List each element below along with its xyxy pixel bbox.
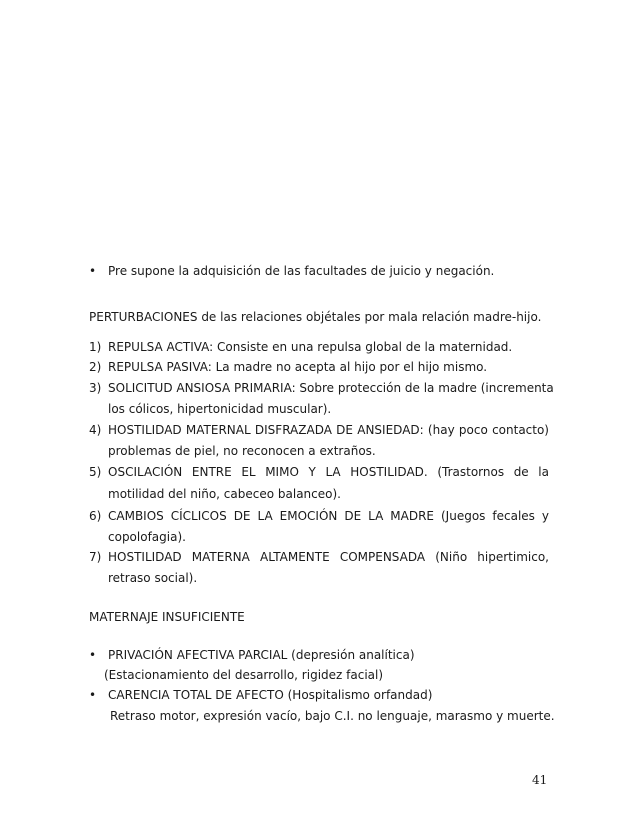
list-item-text-continued: retraso social). xyxy=(108,571,198,585)
list-item-number: 5) xyxy=(89,465,102,479)
list-item-number: 1) xyxy=(89,340,102,354)
page-number: 41 xyxy=(532,773,548,787)
section-heading-perturbaciones: PERTURBACIONES de las relaciones objétales por mala relación madre-hijo. xyxy=(89,310,542,324)
bullet-marker: • xyxy=(89,688,97,702)
list-item-text: HOSTILIDAD MATERNA ALTAMENTE COMPENSADA (Niño hipertimico, xyxy=(108,550,549,564)
list-item-text: OSCILACIÓN ENTRE EL MIMO Y LA HOSTILIDAD. (Trastornos de la xyxy=(108,465,549,479)
list-item-number: 2) xyxy=(89,360,102,374)
list-item-number: 3) xyxy=(89,381,102,395)
list-item-text: SOLICITUD ANSIOSA PRIMARIA: Sobre protección de la madre (incrementa xyxy=(108,381,554,395)
list-item-number: 7) xyxy=(89,550,102,564)
list-item-text-continued: problemas de piel, no reconocen a extraños. xyxy=(108,444,376,458)
bullet-subtext-privacion: (Estacionamiento del desarrollo, rigidez facial) xyxy=(104,668,384,682)
bullet-subtext-carencia: Retraso motor, expresión vacío, bajo C.I. no lenguaje, marasmo y muerte. xyxy=(110,709,555,723)
list-item-number: 4) xyxy=(89,423,102,437)
bullet-marker: • xyxy=(89,648,97,662)
intro-bullet-text: Pre supone la adquisición de las facultades de juicio y negación. xyxy=(108,264,495,278)
bullet-text-privacion: PRIVACIÓN AFECTIVA PARCIAL (depresión analítica) xyxy=(108,648,415,662)
list-item-text: REPULSA ACTIVA: Consiste en una repulsa global de la maternidad. xyxy=(108,340,513,354)
list-item-text: HOSTILIDAD MATERNAL DISFRAZADA DE ANSIEDAD: (hay poco contacto) xyxy=(108,423,549,437)
list-item-text: CAMBIOS CÍCLICOS DE LA EMOCIÓN DE LA MADRE (Juegos fecales y xyxy=(108,509,549,523)
list-item-text: REPULSA PASIVA: La madre no acepta al hijo por el hijo mismo. xyxy=(108,360,488,374)
list-item-number: 6) xyxy=(89,509,102,523)
list-item-text-continued: los cólicos, hipertonicidad muscular). xyxy=(108,402,332,416)
section-heading-maternaje: MATERNAJE INSUFICIENTE xyxy=(89,610,245,624)
bullet-marker: • xyxy=(89,264,97,278)
bullet-text-carencia: CARENCIA TOTAL DE AFECTO (Hospitalismo orfandad) xyxy=(108,688,433,702)
list-item-text-continued: motilidad del niño, cabeceo balanceo). xyxy=(108,487,341,501)
list-item-text-continued: copolofagia). xyxy=(108,530,186,544)
